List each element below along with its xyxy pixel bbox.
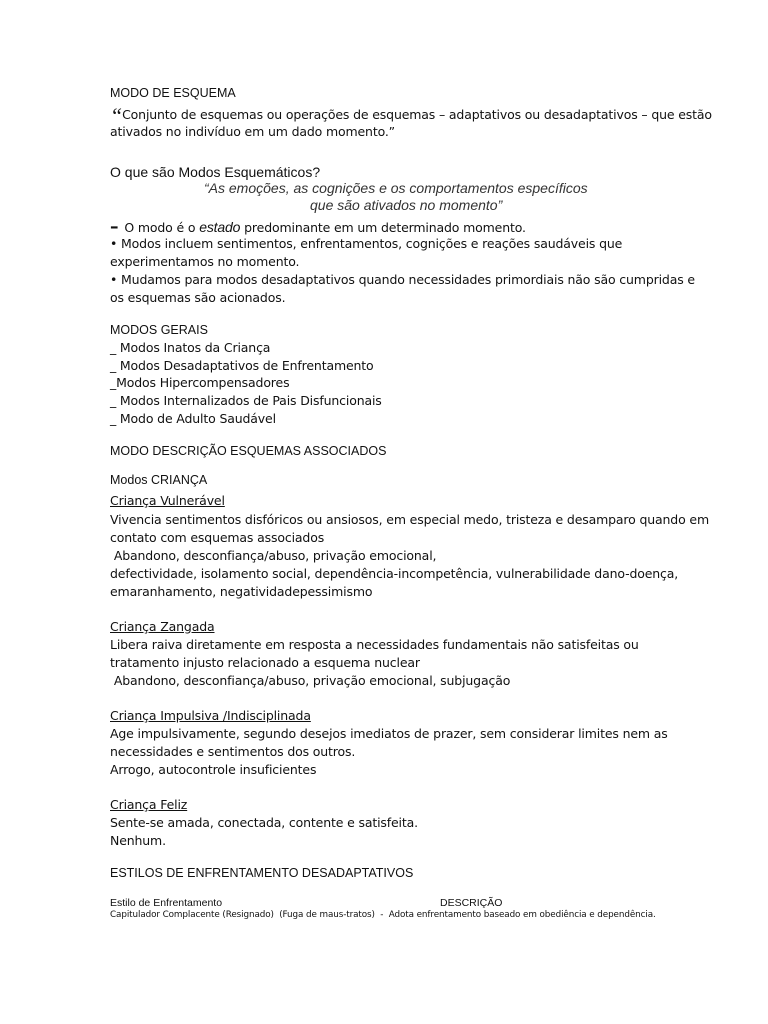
definition-text-1: Conjunto de esquemas ou operações de esquemas – adaptativos ou desadaptativos – que estão <box>122 107 712 122</box>
mode-state-pre: O modo é o <box>124 220 200 235</box>
vulnerable-child-line: Vivencia sentimentos disfóricos ou ansiosos, em especial medo, tristeza e desamparo quando em <box>110 512 709 527</box>
angry-child-title: Criança Zangada <box>110 619 215 634</box>
what-are-quote-line-2: que são ativados no momento” <box>310 197 503 213</box>
angry-child-line: tratamento injusto relacionado a esquema nuclear <box>110 655 420 670</box>
modes-include-line-2: experimentamos no momento. <box>110 254 300 269</box>
vulnerable-child-line: contato com esquemas associados <box>110 530 325 545</box>
modes-include-line-1: • Modos incluem sentimentos, enfrentamentos, cognições e reações saudáveis que <box>110 236 623 251</box>
maladaptive-shift-line-2: os esquemas são acionados. <box>110 290 286 305</box>
impulsive-child-line: Age impulsivamente, segundo desejos imediatos de prazer, sem considerar limites nem as <box>110 726 668 741</box>
vulnerable-child-line: emaranhamento, negatividadepessimismo <box>110 584 373 599</box>
mode-state-paragraph <box>110 217 526 237</box>
coping-styles-heading: ESTILOS DE ENFRENTAMENTO DESADAPTATIVOS <box>110 866 414 880</box>
impulsive-child-line: Arrogo, autocontrole insuficientes <box>110 762 317 777</box>
impulsive-child-line: necessidades e sentimentos dos outros. <box>110 744 356 759</box>
definition-line-2: ativados no indivíduo em um dado momento.” <box>110 124 396 139</box>
angry-child-line: Abandono, desconfiança/abuso, privação emocional, subjugação <box>110 673 511 688</box>
general-mode-item: _ Modo de Adulto Saudável <box>110 411 276 426</box>
general-mode-item: _ Modos Desadaptativos de Enfrentamento <box>110 358 374 373</box>
coping-row: Capitulador Complacente (Resignado) (Fuga de maus-tratos) - Adota enfrentamento baseado em obediência e dependência. <box>110 910 656 920</box>
general-mode-item: _Modos Hipercompensadores <box>110 375 290 390</box>
mode-state-italic: estado <box>199 219 241 235</box>
general-mode-item: _ Modos Internalizados de Pais Disfuncionais <box>110 393 382 408</box>
vulnerable-child-line: Abandono, desconfiança/abuso, privação emocional, <box>110 548 437 563</box>
happy-child-title: Criança Feliz <box>110 797 188 812</box>
what-are-quote-line-1: “As emoções, as cognições e os comportamentos específicos <box>204 180 588 196</box>
section-title-modo-de-esquema: MODO DE ESQUEMA <box>110 86 236 100</box>
open-quote-mark: “ <box>110 103 123 128</box>
vulnerable-child-line: defectividade, isolamento social, dependência-incompetência, vulnerabilidade dano-doença, <box>110 566 679 581</box>
vulnerable-child-title: Criança Vulnerável <box>110 493 225 508</box>
happy-child-line: Nenhum. <box>110 833 166 848</box>
dash-mark: – <box>110 217 119 237</box>
general-modes-heading: MODOS GERAIS <box>110 323 208 337</box>
coping-col-style-header: Estilo de Enfrentamento <box>110 897 223 909</box>
angry-child-line: Libera raiva diretamente em resposta a necessidades fundamentais não satisfeitas ou <box>110 637 639 652</box>
table-header: MODO DESCRIÇÃO ESQUEMAS ASSOCIADOS <box>110 444 387 458</box>
mode-state-post: predominante em um determinado momento. <box>240 220 526 235</box>
coping-col-description-header: DESCRIÇÃO <box>440 897 503 909</box>
general-mode-item: _ Modos Inatos da Criança <box>110 340 271 355</box>
happy-child-line: Sente-se amada, conectada, contente e satisfeita. <box>110 815 418 830</box>
child-modes-heading: Modos CRIANÇA <box>110 473 208 487</box>
maladaptive-shift-line-1: • Mudamos para modos desadaptativos quando necessidades primordiais não são cumpridas e <box>110 272 695 287</box>
impulsive-child-title: Criança Impulsiva /Indisciplinada <box>110 708 311 723</box>
what-are-heading: O que são Modos Esquemáticos? <box>110 164 321 180</box>
